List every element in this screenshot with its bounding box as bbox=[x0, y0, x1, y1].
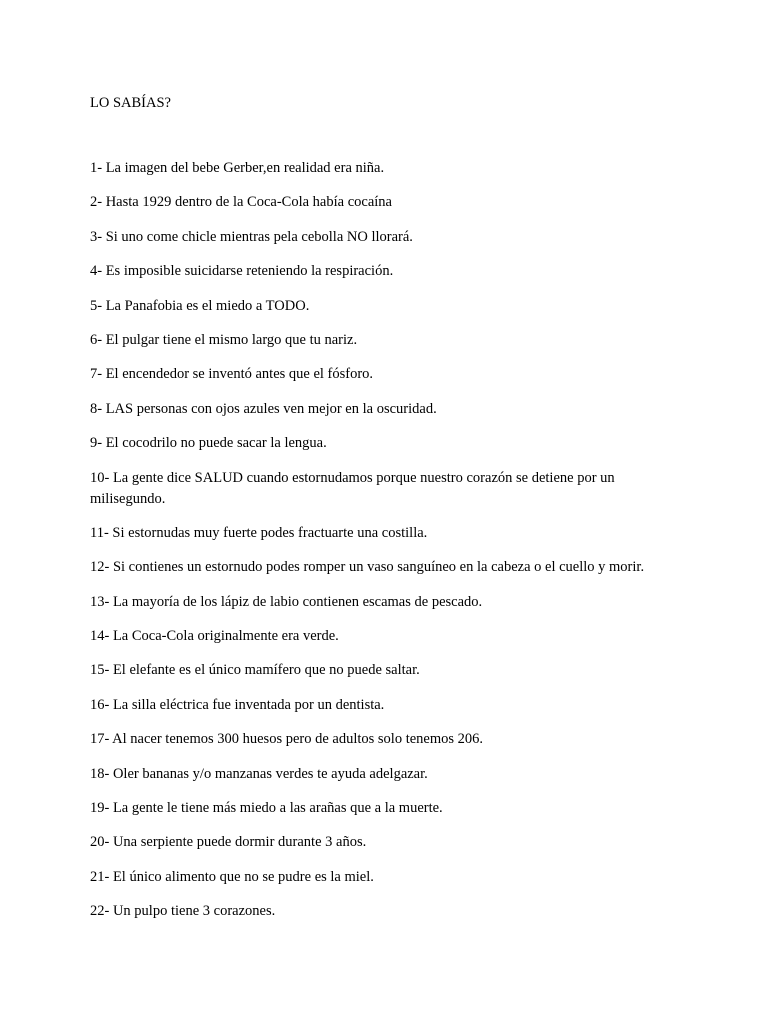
fact-item: 3- Si uno come chicle mientras pela cebolla NO llorará. bbox=[90, 228, 413, 245]
fact-item: 4- Es imposible suicidarse reteniendo la respiración. bbox=[90, 263, 394, 280]
fact-item: 6- El pulgar tiene el mismo largo que tu nariz. bbox=[90, 331, 358, 348]
document-title: LO SABÍAS? bbox=[90, 95, 171, 111]
fact-item: 5- La Panafobia es el miedo a TODO. bbox=[90, 297, 310, 314]
fact-item: 7- El encendedor se inventó antes que el fósforo. bbox=[90, 366, 374, 383]
fact-item: 2- Hasta 1929 dentro de la Coca-Cola había cocaína bbox=[90, 194, 392, 211]
fact-item: 8- LAS personas con ojos azules ven mejor en la oscuridad. bbox=[90, 400, 437, 417]
fact-item: 14- La Coca-Cola originalmente era verde. bbox=[90, 628, 339, 645]
fact-item: 9- El cocodrilo no puede sacar la lengua. bbox=[90, 435, 327, 452]
fact-item: 16- La silla eléctrica fue inventada por un dentista. bbox=[90, 696, 385, 713]
fact-item: 19- La gente le tiene más miedo a las arañas que a la muerte. bbox=[90, 800, 443, 817]
fact-item: 22- Un pulpo tiene 3 corazones. bbox=[90, 903, 276, 920]
fact-item: 21- El único alimento que no se pudre es la miel. bbox=[90, 868, 374, 885]
fact-item: 1- La imagen del bebe Gerber,en realidad era niña. bbox=[90, 160, 385, 176]
fact-item: 18- Oler bananas y/o manzanas verdes te ayuda adelgazar. bbox=[90, 765, 428, 782]
fact-item: 17- Al nacer tenemos 300 huesos pero de adultos solo tenemos 206. bbox=[90, 731, 484, 748]
fact-item: 11- Si estornudas muy fuerte podes fractuarte una costilla. bbox=[90, 524, 428, 541]
fact-item: 13- La mayoría de los lápiz de labio contienen escamas de pescado. bbox=[90, 593, 483, 610]
facts-list bbox=[90, 158, 690, 936]
fact-item: 12- Si contienes un estornudo podes romper un vaso sanguíneo en la cabeza o el cuello y morir. bbox=[90, 559, 645, 576]
fact-item: 20- Una serpiente puede dormir durante 3 años. bbox=[90, 834, 367, 851]
fact-item: 10- La gente dice SALUD cuando estornudamos porque nuestro corazón se detiene por un milisegundo. bbox=[90, 469, 615, 507]
fact-item: 15- El elefante es el único mamífero que no puede saltar. bbox=[90, 662, 420, 679]
